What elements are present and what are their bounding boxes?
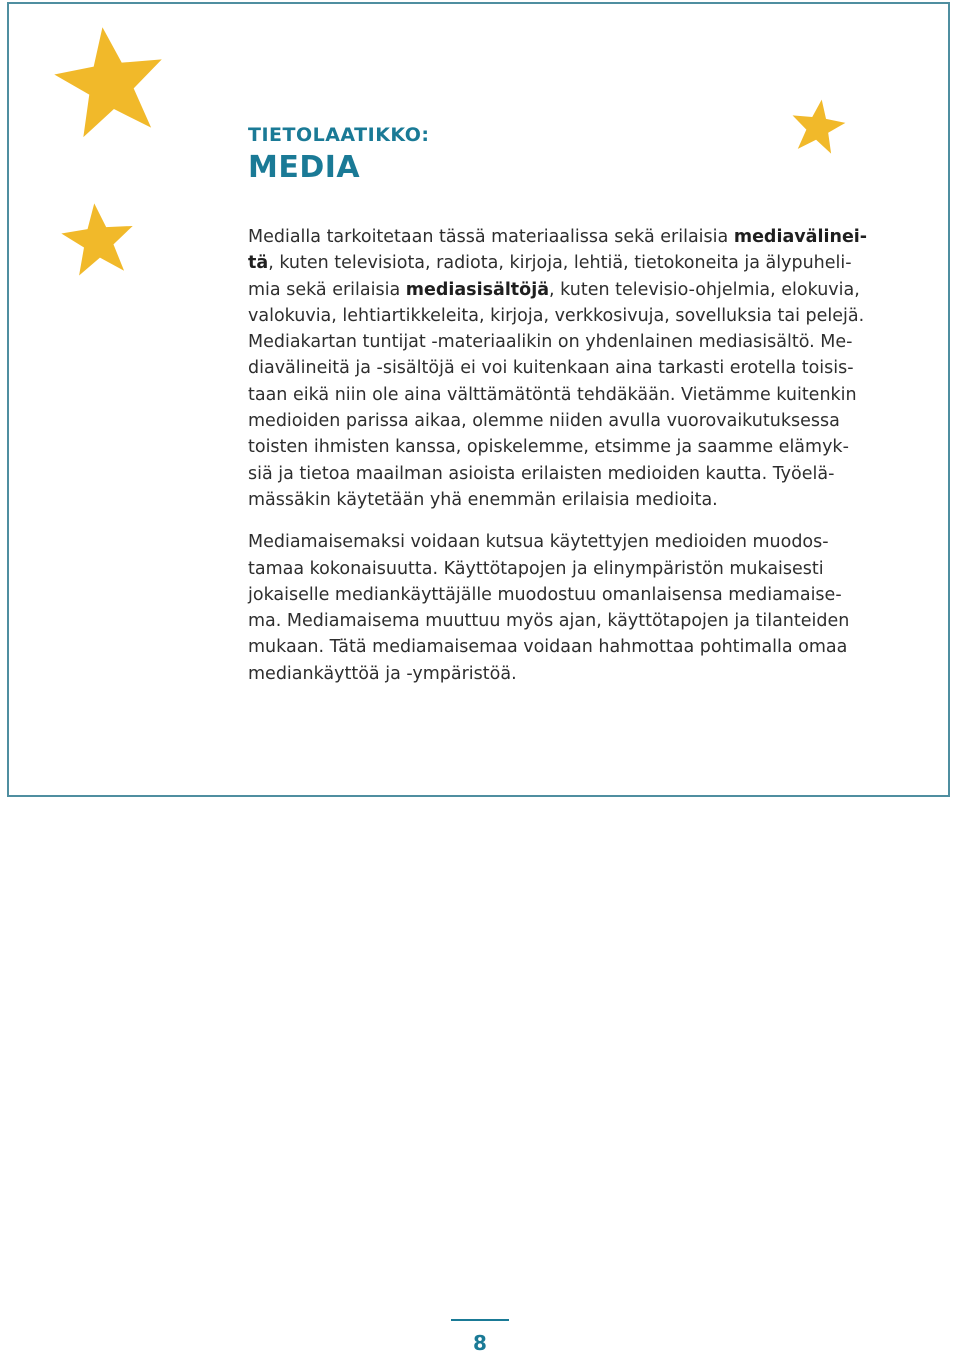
text-line: mediankäyttöä ja -ympäristöä. bbox=[248, 663, 517, 684]
text-line: diavälineitä ja -sisältöjä ei voi kuitenkaan aina tarkasti erotella toisis- bbox=[248, 358, 854, 379]
small-star-right-icon bbox=[789, 97, 847, 155]
text-line: tä, kuten televisiota, radiota, kirjoja, lehtiä, tietokoneita ja älypuheli- bbox=[248, 253, 852, 274]
text-line: medioiden parissa aikaa, olemme niiden avulla vuorovaikutuksessa bbox=[248, 411, 840, 432]
bold-term: tä bbox=[248, 253, 269, 274]
text-line: siä ja tietoa maailman asioista erilaisten medioiden kautta. Työelä- bbox=[248, 463, 835, 484]
text-line: Mediamaisemaksi voidaan kutsua käytettyjen medioiden muodos- bbox=[248, 532, 829, 553]
text-line: jokaiselle mediankäyttäjälle muodostuu omanlaisensa mediamaise- bbox=[248, 584, 842, 605]
text-line: ma. Mediamaisema muuttuu myös ajan, käyttötapojen ja tilanteiden bbox=[248, 611, 850, 632]
text-line: mässäkin käytetään yhä enemmän erilaisia medioita. bbox=[248, 489, 718, 510]
bold-term: mediavälinei- bbox=[733, 227, 868, 247]
text-line: Medialla tarkoitetaan tässä materiaalissa sekä erilaisia mediavälinei- bbox=[248, 227, 868, 247]
section-title: MEDIA bbox=[248, 150, 361, 185]
text-line: mia sekä erilaisia mediasisältöjä, kuten televisio-ohjelmia, elokuvia, bbox=[248, 279, 860, 300]
text-line: Mediakartan tuntijat -materiaalikin on yhdenlainen mediasisältö. Me- bbox=[248, 332, 853, 353]
body-text bbox=[248, 224, 868, 687]
text-line: toisten ihmisten kanssa, opiskelemme, etsimme ja saamme elämyk- bbox=[248, 437, 849, 458]
text-line: valokuvia, lehtiartikkeleita, kirjoja, verkkosivuja, sovelluksia tai pelejä. bbox=[248, 305, 865, 326]
section-eyebrow: TIETOLAATIKKO: bbox=[248, 124, 430, 146]
bold-term: mediasisältöjä bbox=[405, 279, 550, 300]
text-line: tamaa kokonaisuutta. Käyttötapojen ja elinympäristön mukaisesti bbox=[248, 558, 824, 579]
page-number: 8 bbox=[473, 1331, 487, 1355]
page-number-rule bbox=[451, 1319, 509, 1321]
text-line: mukaan. Tätä mediamaisemaa voidaan hahmottaa pohtimalla omaa bbox=[248, 637, 848, 658]
text-line: taan eikä niin ole aina välttämätöntä tehdäkään. Vietämme kuitenkin bbox=[248, 384, 857, 405]
small-star-left-icon bbox=[58, 200, 138, 278]
large-star-icon bbox=[50, 22, 170, 140]
